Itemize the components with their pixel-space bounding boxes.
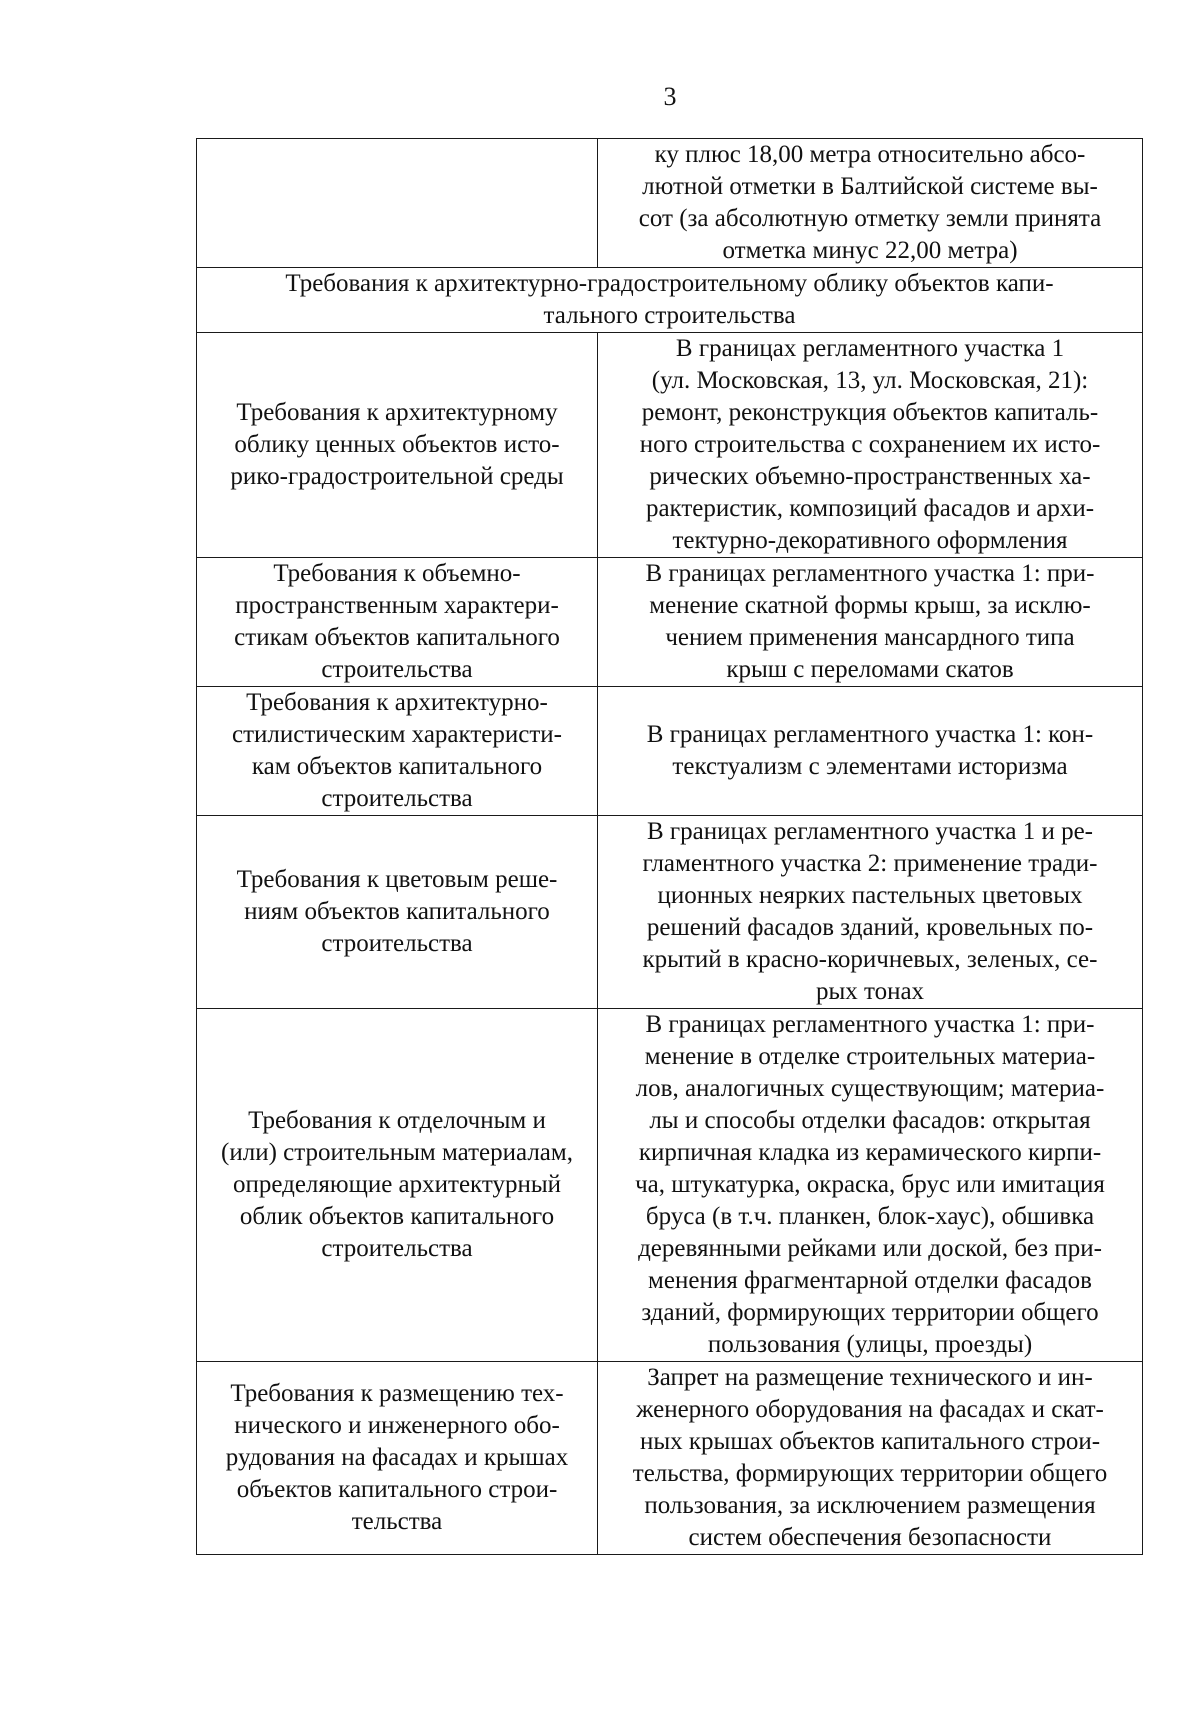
requirement-value-cell — [598, 816, 1143, 1009]
requirement-name-line: нического и инженерного обо- — [234, 1412, 560, 1439]
requirement-name-cell — [197, 333, 598, 558]
requirement-name-line: ниям объектов капитального — [244, 898, 550, 925]
requirement-name-line: облику ценных объектов исто- — [234, 431, 560, 458]
requirement-value-line: В границах регламентного участка 1: при- — [645, 560, 1095, 587]
table-row — [197, 816, 1143, 1009]
requirement-name-cell — [197, 1362, 598, 1555]
requirement-name-line: рудования на фасадах и крышах — [225, 1444, 569, 1471]
requirement-value-line: чением применения мансардного типа — [665, 624, 1075, 651]
page-number: 3 — [663, 82, 677, 111]
requirement-name-line: строительства — [321, 1235, 473, 1262]
requirement-name-line: облик объектов капитального — [239, 1203, 555, 1230]
requirement-value-line: ционных неярких пастельных цветовых — [657, 882, 1083, 909]
requirement-value-line: рических объемно-пространственных ха- — [649, 463, 1091, 490]
requirement-name-cell — [197, 816, 598, 1009]
requirement-value-line: гламентного участка 2: применение тради- — [642, 850, 1098, 877]
requirement-name-line: строительства — [321, 656, 473, 683]
requirement-value-line: деревянными рейками или доской, без при- — [638, 1235, 1102, 1262]
requirements-table-body — [197, 139, 1143, 1555]
requirement-name-cell — [197, 687, 598, 816]
requirement-value-line: решений фасадов зданий, кровельных по- — [646, 914, 1094, 941]
requirement-value-line: ремонт, реконструкция объектов капиталь- — [641, 399, 1099, 426]
requirement-value-line: тектурно-декоративного оформления — [672, 527, 1068, 554]
requirement-value-cell — [598, 1009, 1143, 1362]
requirement-name-line: тельства — [351, 1508, 443, 1535]
requirement-value-line: рактеристик, композиций фасадов и архи- — [645, 495, 1095, 522]
requirement-name-line: объектов капитального строи- — [236, 1476, 558, 1503]
requirement-name-line: рико-градостроительной среды — [230, 463, 564, 490]
requirement-value-line: крыш с переломами скатов — [726, 656, 1014, 683]
section-heading-line: Требования к архитектурно-градостроительному облику объектов капи- — [285, 270, 1054, 297]
table-row — [197, 139, 1143, 268]
requirement-name-line: (или) строительным материалам, — [221, 1139, 573, 1166]
requirement-value-line: текстуализм с элементами историзма — [672, 753, 1068, 780]
requirement-name-line: кам объектов капитального — [251, 753, 543, 780]
requirement-value-line: Запрет на размещение технического и ин- — [647, 1364, 1093, 1391]
section-heading-cell — [197, 268, 1143, 333]
requirement-value-line: ных крышах объектов капитального строи- — [639, 1428, 1101, 1455]
requirement-value-cell — [598, 333, 1143, 558]
requirement-value-line: женерного оборудования на фасадах и скат- — [636, 1396, 1104, 1423]
requirement-value-line: пользования (улицы, проезды) — [707, 1331, 1033, 1358]
requirement-value-line: тельства, формирующих территории общего — [632, 1460, 1108, 1487]
requirement-value-line: сот (за абсолютную отметку земли принята — [638, 205, 1102, 232]
table-row — [197, 1009, 1143, 1362]
requirement-value-line: менение в отделке строительных материа- — [644, 1043, 1096, 1070]
requirement-name-line: Требования к объемно- — [273, 560, 521, 587]
requirement-value-line: пользования, за исключением размещения — [644, 1492, 1096, 1519]
requirement-value-line: менение скатной формы крыш, за исклю- — [649, 592, 1091, 619]
requirement-name-line: Требования к архитектурно- — [246, 689, 548, 716]
requirement-value-line: лютной отметки в Балтийской системе вы- — [642, 173, 1098, 200]
requirement-name-line: определяющие архитектурный — [232, 1171, 562, 1198]
requirement-value-line: ку плюс 18,00 метра относительно абсо- — [654, 141, 1086, 168]
requirement-value-cell — [598, 558, 1143, 687]
requirement-value-line: лы и способы отделки фасадов: открытая — [649, 1107, 1091, 1134]
requirement-name-line: Требования к архитектурному — [236, 399, 558, 426]
table-row — [197, 268, 1143, 333]
requirement-value-line: систем обеспечения безопасности — [688, 1524, 1052, 1551]
requirement-value-line: В границах регламентного участка 1 — [675, 335, 1065, 362]
requirement-value-line: зданий, формирующих территории общего — [641, 1299, 1099, 1326]
requirement-name-line: Требования к размещению тех- — [230, 1380, 564, 1407]
requirement-value-line: В границах регламентного участка 1: при- — [645, 1011, 1095, 1038]
requirement-name-cell — [197, 558, 598, 687]
requirement-value-line: отметка минус 22,00 метра) — [722, 237, 1018, 264]
requirement-name-line: Требования к отделочным и — [248, 1107, 546, 1134]
requirement-value-line: ного строительства с сохранением их исто- — [639, 431, 1101, 458]
table-row — [197, 687, 1143, 816]
requirement-value-line: ча, штукатурка, окраска, брус или имитация — [635, 1171, 1105, 1198]
requirement-value-line: менения фрагментарной отделки фасадов — [648, 1267, 1092, 1294]
requirement-name-line: пространственным характери- — [235, 592, 559, 619]
requirement-name-line: строительства — [321, 785, 473, 812]
requirement-value-line: В границах регламентного участка 1: кон- — [646, 721, 1094, 748]
requirement-name-line: стилистическим характеристи- — [232, 721, 562, 748]
requirement-value-line: (ул. Московская, 13, ул. Московская, 21): — [651, 367, 1089, 394]
table-row — [197, 333, 1143, 558]
table-row — [197, 558, 1143, 687]
requirements-table — [196, 138, 1143, 1555]
requirement-value-line: кирпичная кладка из керамического кирпи- — [638, 1139, 1102, 1166]
requirement-value-cell — [598, 687, 1143, 816]
table-row — [197, 1362, 1143, 1555]
requirement-name-cell — [197, 1009, 598, 1362]
requirement-value-line: бруса (в т.ч. планкен, блок-хаус), обшивка — [645, 1203, 1095, 1230]
requirement-value-line: крытий в красно-коричневых, зеленых, се- — [642, 946, 1098, 973]
requirement-value-cell — [598, 139, 1143, 268]
requirement-value-line: лов, аналогичных существующим; материа- — [635, 1075, 1105, 1102]
requirement-name-line: строительства — [321, 930, 473, 957]
requirement-name-cell — [197, 139, 598, 268]
requirement-name-line: стикам объектов капитального — [234, 624, 560, 651]
requirement-name-line: Требования к цветовым реше- — [236, 866, 558, 893]
section-heading-line: тального строительства — [543, 302, 796, 329]
requirement-value-line: В границах регламентного участка 1 и ре- — [647, 818, 1093, 845]
requirement-value-cell — [598, 1362, 1143, 1555]
requirement-value-line: рых тонах — [815, 978, 925, 1005]
